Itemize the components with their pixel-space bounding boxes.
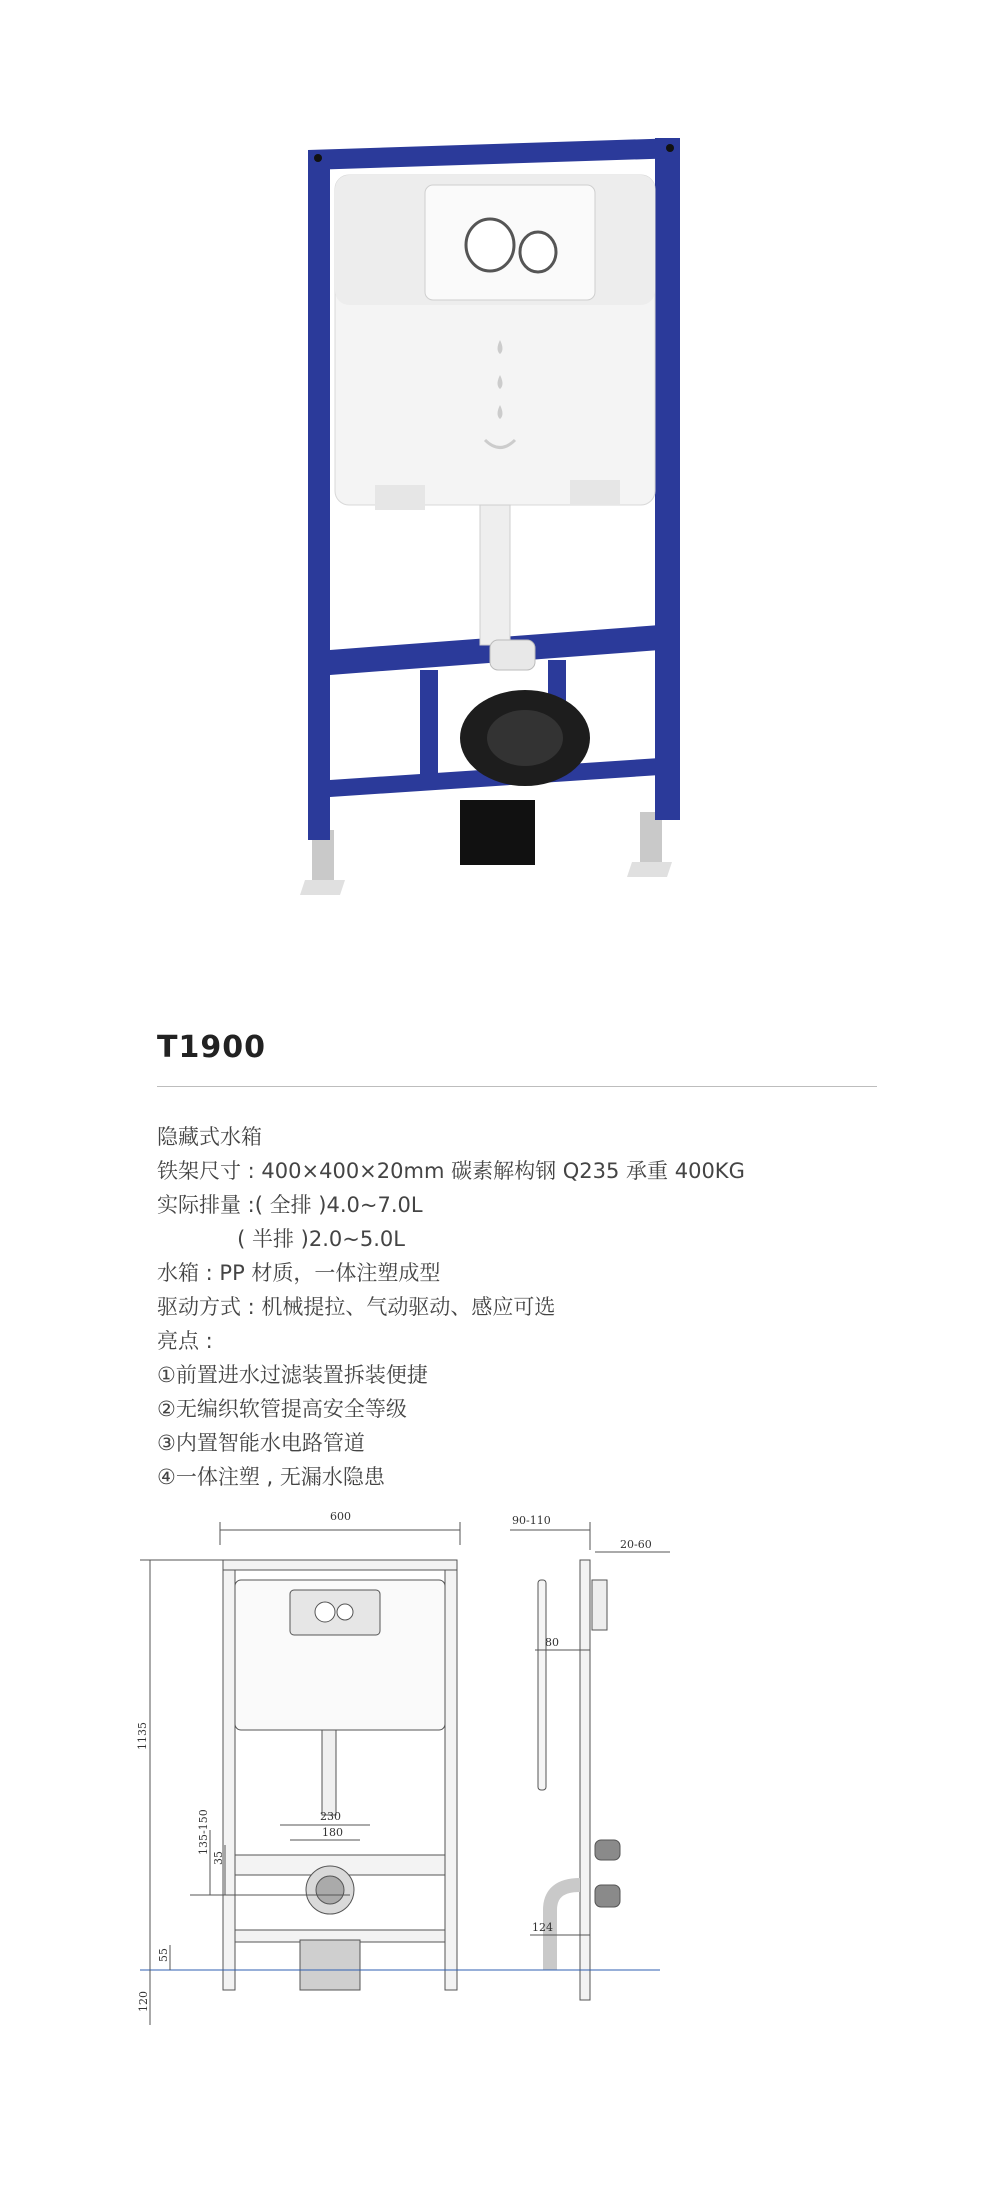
dim-90-110: 90-110 xyxy=(512,1514,551,1527)
dim-180: 180 xyxy=(322,1826,343,1839)
spec-line: ①前置进水过滤装置拆装便捷 xyxy=(157,1363,428,1387)
drain-pipe xyxy=(460,800,535,865)
dim-135-150: 135-150 xyxy=(197,1809,210,1855)
dim-width: 600 xyxy=(330,1510,351,1523)
spec-line: ④一体注塑 , 无漏水隐患 xyxy=(157,1465,385,1489)
front-view xyxy=(140,1522,480,2025)
dim-80: 80 xyxy=(545,1636,559,1649)
dim-124: 124 xyxy=(532,1921,553,1934)
spec-line: ②无编织软管提高安全等级 xyxy=(157,1397,407,1421)
spec-line: 亮点 : xyxy=(157,1329,213,1353)
product-image xyxy=(0,0,1000,930)
product-model-title: T1900 xyxy=(157,1030,266,1065)
flush-pipe xyxy=(480,505,510,645)
side-view xyxy=(480,1522,670,2000)
dim-55: 55 xyxy=(157,1948,170,1962)
spec-line: ( 半排 )2.0~5.0L xyxy=(157,1227,405,1251)
spec-line: 水箱 : PP 材质，一体注塑成型 xyxy=(157,1261,441,1285)
dim-230: 230 xyxy=(320,1810,341,1823)
spec-line: ③内置智能水电路管道 xyxy=(157,1431,365,1455)
spec-list xyxy=(157,1120,745,1494)
spec-line: 实际排量 :( 全排 )4.0~7.0L xyxy=(157,1193,423,1217)
dim-120: 120 xyxy=(137,1991,150,2012)
title-divider xyxy=(157,1086,877,1087)
technical-drawing xyxy=(136,1500,740,2080)
spec-line: 铁架尺寸 : 400×400×20mm 碳素解构钢 Q235 承重 400KG xyxy=(157,1159,745,1183)
full-flush-button xyxy=(466,219,514,271)
dim-height: 1135 xyxy=(136,1722,149,1750)
spec-line: 隐藏式水箱 xyxy=(157,1125,262,1149)
dim-20-60: 20-60 xyxy=(620,1538,652,1551)
half-flush-button xyxy=(520,232,556,272)
dim-35: 35 xyxy=(212,1851,225,1865)
cistern-tank xyxy=(335,175,655,510)
spec-line: 驱动方式 : 机械提拉、气动驱动、感应可选 xyxy=(157,1295,556,1319)
